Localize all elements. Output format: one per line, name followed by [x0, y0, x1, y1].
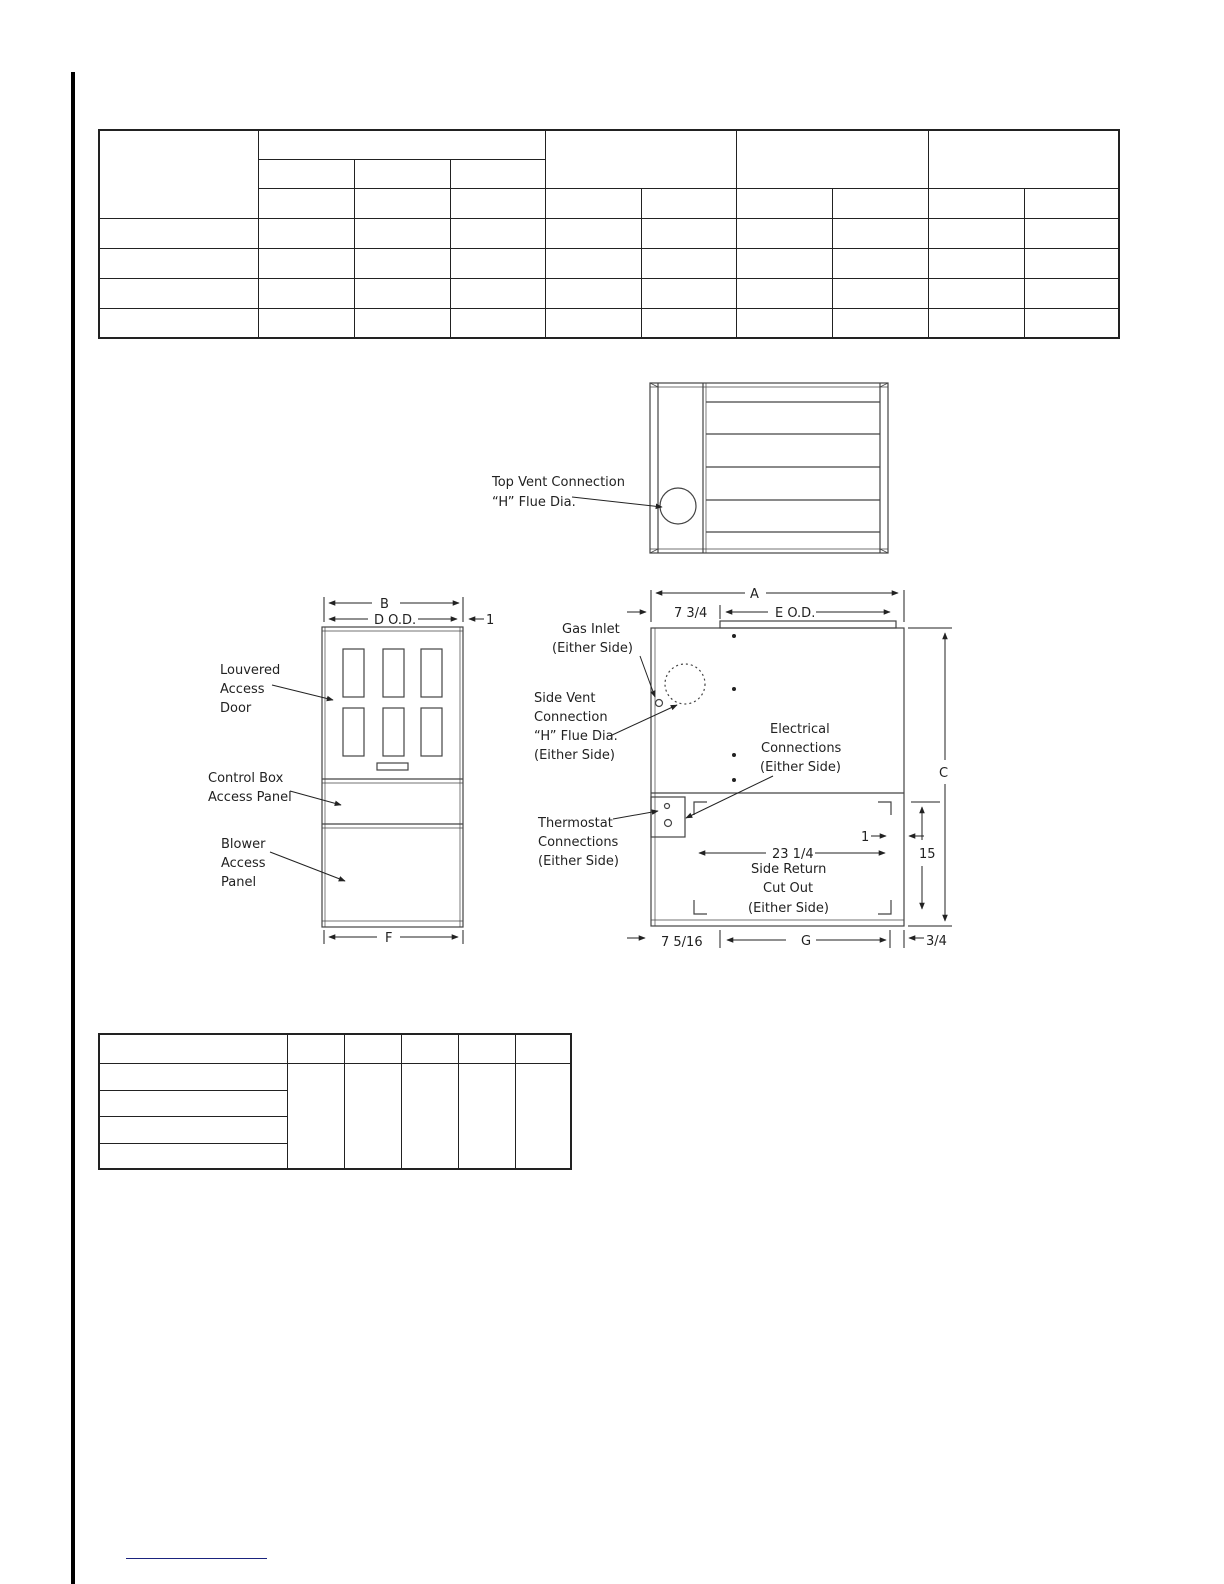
- side-vent-label-3: “H” Flue Dia.: [534, 729, 618, 744]
- side-vent-label-1: Side Vent: [534, 691, 596, 706]
- top-flue-opening: [660, 488, 696, 524]
- door-handle: [377, 763, 408, 770]
- dim-a-label: A: [750, 587, 759, 602]
- gas-inlet-label-2: (Either Side): [552, 641, 633, 656]
- side-return-label-3: (Either Side): [748, 901, 829, 916]
- table-row: [99, 1063, 571, 1090]
- louver-slot: [421, 708, 442, 756]
- filter-table: [98, 1033, 572, 1170]
- blower-panel-label-3: Panel: [221, 875, 257, 890]
- dim-3-4-label: 3/4: [926, 934, 947, 949]
- control-box-label-2: Access Panel: [208, 790, 292, 805]
- electrical-label-1: Electrical: [770, 722, 830, 737]
- dim-b-label: B: [380, 597, 389, 612]
- electrical-label-3: (Either Side): [760, 760, 841, 775]
- electrical-label-2: Connections: [761, 741, 842, 756]
- dim-d-label: D O.D.: [374, 613, 417, 628]
- louver-slot: [383, 708, 404, 756]
- dim-7-3-4-label: 7 3/4: [674, 606, 708, 621]
- thermostat-label-2: Connections: [538, 835, 619, 850]
- top-vent-label-line2: “H” Flue Dia.: [492, 495, 576, 510]
- louvered-door-label-1: Louvered: [220, 663, 281, 678]
- side-vent-label-4: (Either Side): [534, 748, 615, 763]
- gas-inlet-label-1: Gas Inlet: [562, 622, 620, 637]
- dim-23-1-4-label: 23 1/4: [772, 847, 814, 862]
- louver-slot: [421, 649, 442, 697]
- electrical-knockouts: [732, 634, 736, 782]
- dim-15-label: 15: [919, 847, 936, 862]
- louver-slot: [383, 649, 404, 697]
- control-box-label-1: Control Box: [208, 771, 284, 786]
- dim-g-label: G: [801, 934, 812, 949]
- side-vent-label-2: Connection: [534, 710, 608, 725]
- dim-e-label: E O.D.: [775, 606, 816, 621]
- front-view: [322, 627, 463, 927]
- footer-link-underline: [126, 1558, 267, 1559]
- louver-slot: [343, 708, 364, 756]
- thermostat-label-1: Thermostat: [538, 816, 613, 831]
- dim-f-label: F: [385, 931, 393, 946]
- louvered-door-label-2: Access: [220, 682, 265, 697]
- top-vent-label-line1: Top Vent Connection: [492, 475, 625, 490]
- blower-panel-label-1: Blower: [221, 837, 266, 852]
- thermostat-label-3: (Either Side): [538, 854, 619, 869]
- dim-c-label: C: [939, 766, 949, 781]
- dim-front-1-label: 1: [486, 613, 495, 628]
- gas-inlet-hole: [656, 700, 663, 707]
- dim-7-5-16-label: 7 5/16: [661, 935, 703, 950]
- blower-panel-label-2: Access: [221, 856, 266, 871]
- louver-slot: [343, 649, 364, 697]
- side-vent-knockout: [665, 664, 705, 704]
- top-view: [650, 383, 888, 553]
- side-return-label-2: Cut Out: [763, 881, 814, 896]
- louvered-door-label-3: Door: [220, 701, 252, 716]
- thermostat-box: [651, 797, 685, 837]
- side-return-label-1: Side Return: [751, 862, 827, 877]
- dim-1-label: 1: [861, 830, 870, 845]
- table-header-row: [99, 1034, 571, 1063]
